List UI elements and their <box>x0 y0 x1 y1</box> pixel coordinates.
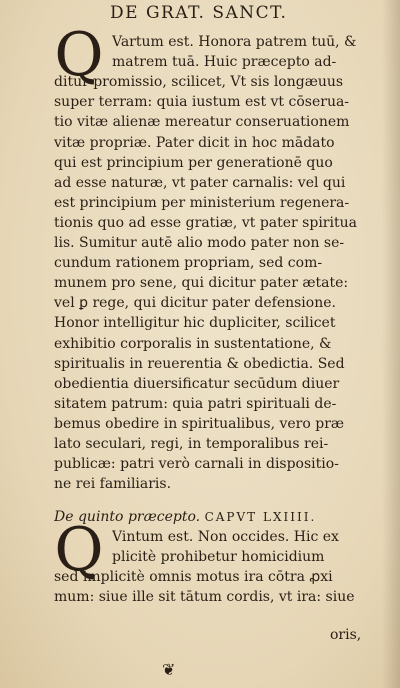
running-head: DE GRAT. SANCT. <box>110 3 288 23</box>
text-line: est principium per ministerium regenera- <box>54 194 350 211</box>
text-line: mum: siue ille sit tātum cordis, vt ira: siue <box>54 589 355 606</box>
text-line: Vartum est. Honora patrem tuū, & <box>112 34 357 50</box>
text-line: obedientia diuersificatur secūdum diuer <box>54 375 340 392</box>
ornament-icon: ❦ <box>162 660 176 679</box>
text-line: lato seculari, regi, in temporalibus rei- <box>54 436 329 452</box>
text-line: ne rei familiaris. <box>54 476 172 493</box>
text-line: ad esse naturæ, vt pater carnalis: vel qui <box>54 174 346 191</box>
text-line: Honor intelligitur hic dupliciter, scilicet <box>54 315 336 332</box>
text-line: bemus obedire in spiritualibus, vero præ <box>54 415 345 432</box>
text-line: super terram: quia iustum est vt cōserua- <box>54 94 350 111</box>
text-line: munem pro sene, qui dicitur pater ætate: <box>54 275 349 292</box>
text-line: exhibitio corporalis in sustentatione, & <box>54 335 332 352</box>
text-line: vitæ propriæ. Pater dicit in hoc mādato <box>54 134 335 151</box>
drop-cap-q-1: Q <box>54 20 104 90</box>
chapter-number: CAPVT LXIIII. <box>204 510 317 524</box>
text-line: matrem tuā. Huic præcepto ad- <box>112 54 337 71</box>
text-line: tionis quo ad esse gratiæ, vt pater spiritua <box>54 214 357 231</box>
text-line: Vintum est. Non occides. Hic ex <box>112 529 339 545</box>
text-line: cundum rationem propriam, sed com- <box>54 255 323 272</box>
text-line: lis. Sumitur autē alio modo pater non se- <box>54 235 345 251</box>
text-line: tio vitæ alienæ mereatur conseruationem <box>54 114 350 131</box>
text-line: sitatem patrum: quia patri spirituali de- <box>54 395 337 412</box>
text-line: qui est principium per generationē quo <box>54 154 333 171</box>
text-line: spiritualis in reuerentia & obedictia. Sed <box>54 355 345 372</box>
chapter-heading <box>54 507 388 527</box>
catchword: oris, <box>330 627 362 643</box>
text-line: vel ꝑ rege, qui dicitur pater defensione. <box>54 295 336 312</box>
drop-cap-q-2: Q <box>54 515 104 585</box>
chapter-title: De quinto præcepto. <box>54 509 201 525</box>
text-line: publicæ: patri verò carnali in dispositio- <box>54 456 339 473</box>
text-line: ditur promissio, scilicet, Vt sis longæuus <box>54 74 344 91</box>
text-line: plicitè prohibetur homicidium <box>112 549 325 566</box>
text-line: sed implicitè omnis motus ira cōtra ꝓxi <box>54 569 333 586</box>
